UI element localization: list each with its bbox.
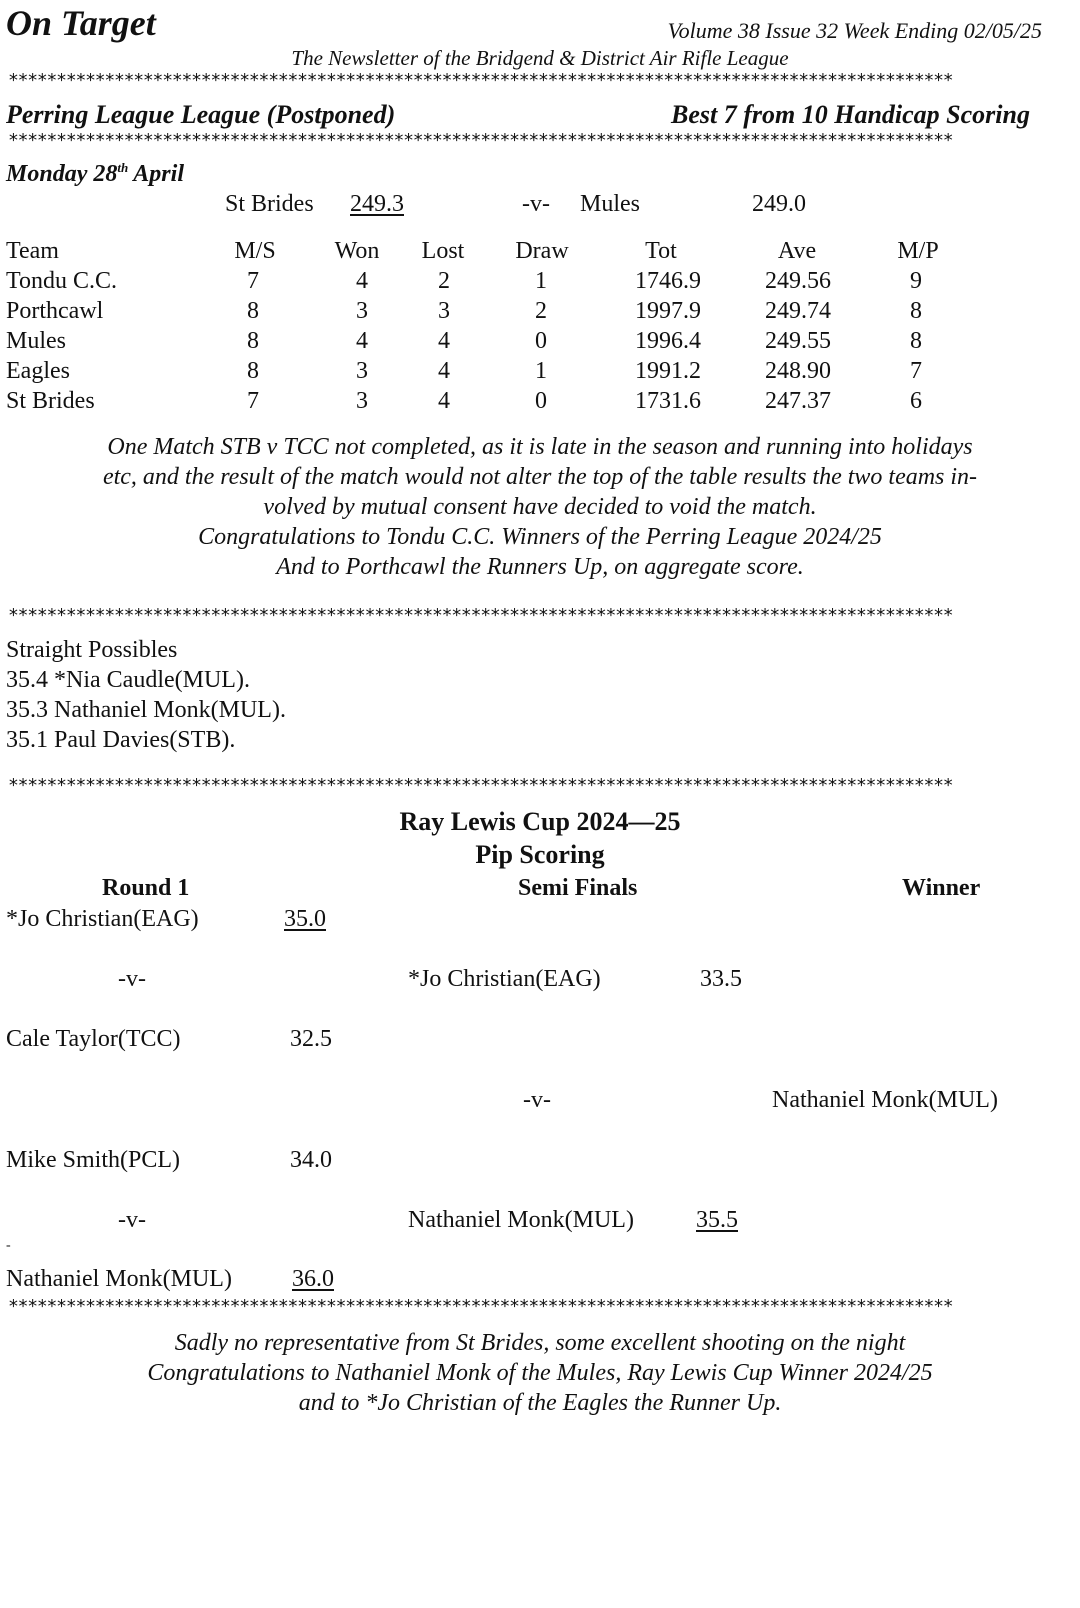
r1-score: 35.0 — [284, 906, 326, 932]
match-vs: -v- — [522, 191, 550, 217]
cell-team: St Brides — [6, 388, 95, 414]
col-tot: Tot — [645, 238, 677, 264]
cell-won: 3 — [356, 388, 368, 414]
cup-subtitle: Pip Scoring — [475, 840, 605, 869]
col-team: Team — [6, 238, 59, 264]
col-winner: Winner — [902, 875, 981, 901]
cup-notes — [0, 1328, 1080, 1418]
r1-score: 32.5 — [290, 1026, 332, 1052]
cell-ave: 248.90 — [765, 358, 831, 384]
cell-team: Porthcawl — [6, 298, 104, 324]
match-away-team: Mules — [580, 191, 640, 217]
col-semi-finals: Semi Finals — [518, 875, 638, 901]
cell-lost: 2 — [438, 268, 450, 294]
cell-tot: 1731.6 — [635, 388, 701, 414]
cell-mp: 8 — [910, 328, 922, 354]
col-lost: Lost — [421, 238, 465, 264]
cell-won: 4 — [356, 328, 368, 354]
possible-item: 35.3 Nathaniel Monk(MUL). — [6, 697, 286, 723]
cell-draw: 1 — [535, 268, 547, 294]
note-line: etc, and the result of the match would not alter the top of the table results the two teams in- — [102, 464, 978, 490]
col-ave: Ave — [777, 238, 817, 264]
note-line: Congratulations to Nathaniel Monk of the Mules, Ray Lewis Cup Winner 2024/25 — [147, 1360, 933, 1386]
separator-stars: ************************************************************************************************** — [8, 1296, 953, 1317]
possibles-heading: Straight Possibles — [6, 637, 178, 663]
possible-item: 35.1 Paul Davies(STB). — [6, 727, 236, 753]
cell-lost: 4 — [438, 358, 450, 384]
semi-player: *Jo Christian(EAG) — [408, 966, 601, 992]
match-away-score: 249.0 — [752, 191, 806, 217]
cell-mp: 6 — [910, 388, 922, 414]
cell-ave: 249.55 — [765, 328, 831, 354]
semi-score: 33.5 — [700, 966, 742, 992]
semi-vs: -v- — [523, 1087, 551, 1113]
col-won: Won — [334, 238, 380, 264]
cell-won: 3 — [356, 358, 368, 384]
cell-ms: 8 — [247, 328, 259, 354]
cell-ms: 8 — [247, 298, 259, 324]
cell-mp: 7 — [910, 358, 922, 384]
cell-tot: 1991.2 — [635, 358, 701, 384]
separator-stars: ************************************************************************************************** — [8, 70, 953, 91]
cup-winner: Nathaniel Monk(MUL) — [772, 1087, 998, 1113]
cell-team: Mules — [6, 328, 66, 354]
issue-info: Volume 38 Issue 32 Week Ending 02/05/25 — [667, 18, 1042, 43]
league-notes — [0, 432, 1080, 582]
separator-stars: ************************************************************************************************** — [8, 130, 953, 151]
straight-possibles — [6, 635, 286, 755]
cell-team: Eagles — [6, 358, 70, 384]
cell-lost: 4 — [438, 328, 450, 354]
r1-player: Nathaniel Monk(MUL) — [6, 1266, 232, 1292]
r1-vs: -v- — [118, 966, 146, 992]
note-line: Congratulations to Tondu C.C. Winners of the Perring League 2024/25 — [198, 524, 882, 550]
r1-player: *Jo Christian(EAG) — [6, 906, 199, 932]
note-line: One Match STB v TCC not completed, as it is late in the season and running into holidays — [107, 434, 973, 460]
note-line: Sadly no representative from St Brides, some excellent shooting on the night — [174, 1330, 906, 1356]
cell-team: Tondu C.C. — [6, 268, 117, 294]
cell-lost: 3 — [438, 298, 450, 324]
r1-score: 34.0 — [290, 1147, 332, 1173]
cup-title: Ray Lewis Cup 2024—25 — [399, 807, 681, 836]
cell-draw: 1 — [535, 358, 547, 384]
cell-tot: 1746.9 — [635, 268, 701, 294]
match-home-team: St Brides — [225, 191, 314, 217]
r1-score: 36.0 — [292, 1266, 334, 1292]
note-line: volved by mutual consent have decided to void the match. — [263, 494, 817, 520]
cell-won: 3 — [356, 298, 368, 324]
note-line: and to *Jo Christian of the Eagles the Runner Up. — [298, 1390, 782, 1416]
newsletter-subtitle: The Newsletter of the Bridgend & District Air Rifle League — [291, 46, 789, 70]
r1-player: Cale Taylor(TCC) — [6, 1026, 181, 1052]
newsletter-title: On Target — [6, 3, 156, 43]
col-mp: M/P — [897, 238, 939, 264]
cell-draw: 2 — [535, 298, 547, 324]
match-home-score: 249.3 — [350, 191, 404, 217]
cell-draw: 0 — [535, 328, 547, 354]
col-round-1: Round 1 — [102, 875, 190, 901]
cell-draw: 0 — [535, 388, 547, 414]
league-name: Perring League League (Postponed) — [6, 100, 396, 129]
stray-mark: - — [6, 1238, 11, 1253]
cell-lost: 4 — [438, 388, 450, 414]
r1-player: Mike Smith(PCL) — [6, 1147, 181, 1173]
semi-score: 35.5 — [696, 1207, 738, 1233]
cell-ave: 249.56 — [765, 268, 831, 294]
col-ms: M/S — [234, 238, 276, 264]
league-scoring: Best 7 from 10 Handicap Scoring — [671, 100, 1030, 129]
cell-ms: 7 — [247, 268, 259, 294]
separator-stars: ************************************************************************************************** — [8, 775, 953, 796]
cell-ms: 8 — [247, 358, 259, 384]
cell-ave: 247.37 — [765, 388, 831, 414]
cell-ave: 249.74 — [765, 298, 831, 324]
col-draw: Draw — [515, 238, 569, 264]
note-line: And to Porthcawl the Runners Up, on aggregate score. — [276, 554, 804, 580]
cell-won: 4 — [356, 268, 368, 294]
separator-stars: ************************************************************************************************** — [8, 605, 953, 626]
cell-mp: 8 — [910, 298, 922, 324]
possible-item: 35.4 *Nia Caudle(MUL). — [6, 667, 250, 693]
match-date: Monday 28th April — [6, 160, 184, 187]
cell-ms: 7 — [247, 388, 259, 414]
cell-tot: 1997.9 — [635, 298, 701, 324]
semi-player: Nathaniel Monk(MUL) — [408, 1207, 634, 1233]
cell-tot: 1996.4 — [635, 328, 701, 354]
r1-vs: -v- — [118, 1207, 146, 1233]
cell-mp: 9 — [910, 268, 922, 294]
